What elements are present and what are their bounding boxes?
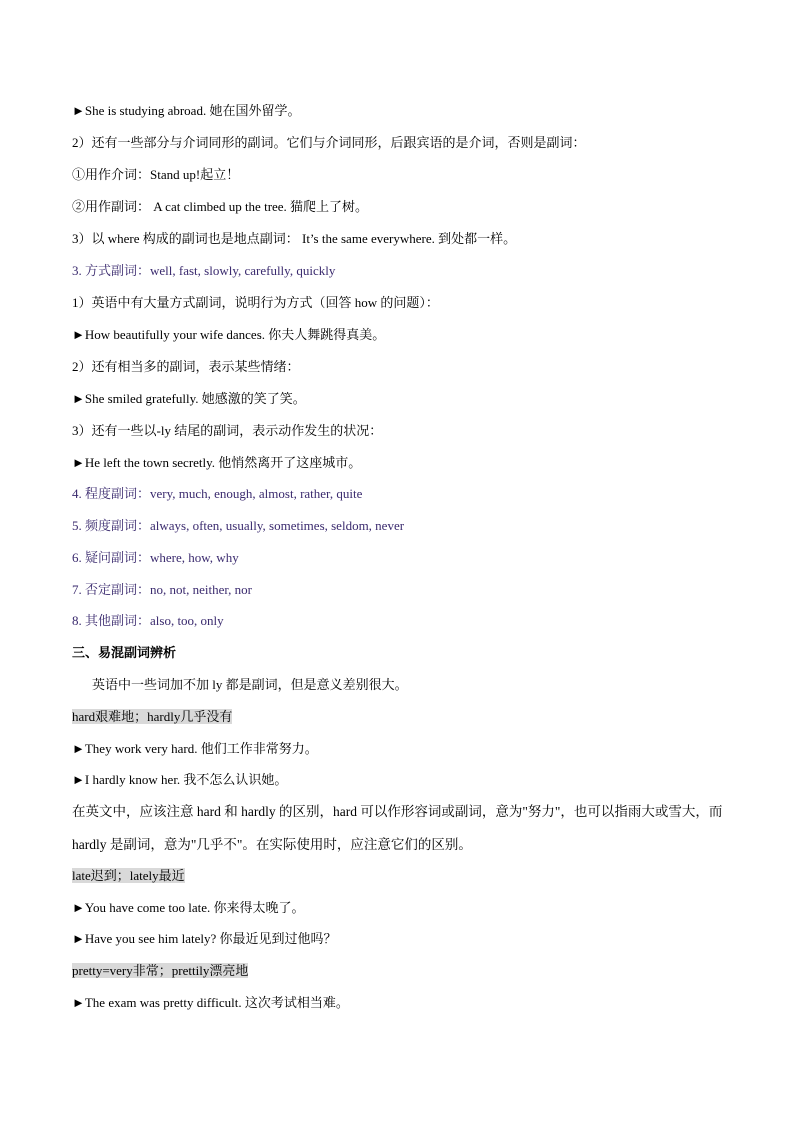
meaning-lately: 最近	[158, 868, 185, 883]
example-left-town: ►He left the town secretly. 他悄然离开了这座城市。	[72, 455, 362, 470]
section-heading-confusable-adverbs: 三、易混副词辨析	[72, 645, 177, 660]
word-lately: lately	[129, 868, 159, 883]
note-preposition-like-adverbs: 2）还有一些部分与介词同形的副词。它们与介词同形，后跟宾语的是介词，否则是副词：	[72, 135, 586, 150]
note-where-adverbs: 3）以 where 构成的副词也是地点副词： It’s the same everywhere. 到处都一样。	[72, 231, 517, 246]
meaning-late: 迟到；	[90, 868, 130, 883]
heading-degree-adverbs: 4. 程度副词：very, much, enough, almost, rather, quite	[72, 486, 363, 501]
heading-interrogative-adverbs: 6. 疑问副词：where, how, why	[72, 550, 239, 565]
example-see-lately: ►Have you see him lately? 你最近见到过他吗？	[72, 931, 337, 946]
heading-negative-adverbs: 7. 否定副词：no, not, neither, nor	[72, 582, 253, 597]
word-late: late	[72, 868, 91, 883]
example-too-late: ►You have come too late. 你来得太晚了。	[72, 900, 305, 915]
pair-pretty-prettily	[72, 962, 248, 980]
word-hard: hard	[72, 709, 96, 724]
example-as-preposition: ①用作介词：Stand up!起立！	[72, 167, 240, 182]
meaning-prettily: 漂亮地	[209, 963, 249, 978]
pair-late-lately	[72, 867, 185, 885]
meaning-hardly: 几乎没有	[180, 709, 233, 724]
example-studying-abroad: ►She is studying abroad. 她在国外留学。	[72, 103, 301, 118]
note-manner-adverbs: 1）英语中有大量方式副词，说明行为方式（回答 how 的问题）：	[72, 295, 439, 310]
example-dances: ►How beautifully your wife dances. 你夫人舞跳得真美。	[72, 327, 386, 342]
heading-frequency-adverbs: 5. 频度副词：always, often, usually, sometimes, seldom, never	[72, 518, 405, 533]
word-prettily: prettily	[171, 963, 210, 978]
word-hardly: hardly	[147, 709, 181, 724]
example-work-hard: ►They work very hard. 他们工作非常努力。	[72, 741, 318, 756]
word-pretty: pretty=very	[72, 963, 133, 978]
example-as-adverb: ②用作副词： A cat climbed up the tree. 猫爬上了树。	[72, 199, 369, 214]
note-emotion-adverbs: 2）还有相当多的副词，表示某些情绪：	[72, 359, 300, 374]
example-hardly-know: ►I hardly know her. 我不怎么认识她。	[72, 772, 288, 787]
meaning-pretty: 非常；	[132, 963, 172, 978]
explanation-hard-hardly: 在英文中，应该注意 hard 和 hardly 的区别，hard 可以作形容词或副词，意为"努力"，也可以指雨大或雪大，而 hardly 是副词，意为"几乎不"。在实际使用时，应注意它们的区别。	[72, 804, 723, 852]
intro-paragraph: 英语中一些词加不加 ly 都是副词，但是意义差别很大。	[92, 677, 408, 692]
example-smiled: ►She smiled gratefully. 她感激的笑了笑。	[72, 391, 306, 406]
note-ly-adverbs: 3）还有一些以-ly 结尾的副词，表示动作发生的状况：	[72, 423, 383, 438]
pair-hard-hardly	[72, 708, 232, 726]
meaning-hard: 艰难地；	[95, 709, 148, 724]
heading-other-adverbs: 8. 其他副词：also, too, only	[72, 613, 224, 628]
heading-manner-adverbs: 3. 方式副词：well, fast, slowly, carefully, quickly	[72, 263, 336, 278]
example-exam-difficult: ►The exam was pretty difficult. 这次考试相当难。	[72, 995, 349, 1010]
